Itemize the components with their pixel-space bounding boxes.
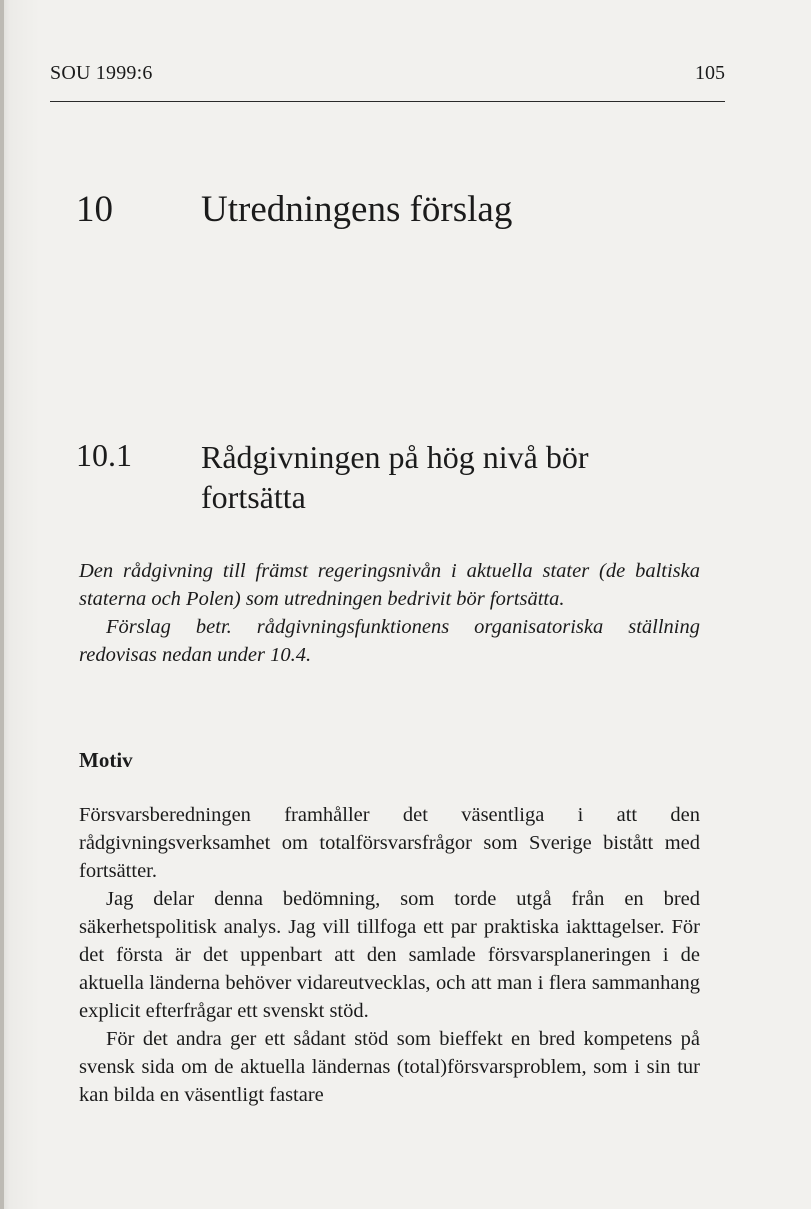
page-edge-shadow	[0, 0, 4, 1209]
motiv-heading: Motiv	[79, 748, 133, 772]
proposal-note: Förslag betr. rådgivningsfunktionens organisatoriska ställning redovisas nedan under 10.4.	[79, 616, 700, 666]
body-paragraph: För det andra ger ett sådant stöd som bieffekt en bred kompetens på svensk sida om de aktuella ländernas (total)försvarsproblem, som i sin tur kan bilda en väsentligt fastare	[79, 1028, 700, 1106]
section-title: Rådgivningen på hög nivå bör fortsätta	[201, 439, 589, 515]
body-paragraph: Försvarsberedningen framhåller det väsentliga i att den rådgivningsverksamhet om totalförsvarsfrågor som Sverige bistått med fortsätter.	[79, 804, 700, 882]
page-number: 105	[695, 62, 725, 84]
chapter-title: Utredningens förslag	[201, 189, 513, 230]
body-paragraph: Jag delar denna bedömning, som torde utgå från en bred säkerhetspolitisk analys. Jag vill tillfoga ett par praktiska iakttagelser. För det första är det uppenbart att den samlade försvarsplaneringen i de aktuella länderna behöver vidareutvecklas, och att man i flera sammanhang explicit efterfrågar ett svenskt stöd.	[79, 888, 700, 1022]
section-number: 10.1	[76, 437, 132, 473]
proposal-paragraph: Den rådgivning till främst regeringsnivån i aktuella stater (de baltiska staterna och Polen) som utredningen bedrivit bör fortsätta.	[79, 560, 700, 610]
proposal-summary	[79, 557, 700, 669]
chapter-number: 10	[76, 189, 113, 230]
header-rule	[50, 101, 725, 102]
motiv-body	[79, 801, 700, 1109]
running-head: SOU 1999:6	[50, 62, 153, 84]
